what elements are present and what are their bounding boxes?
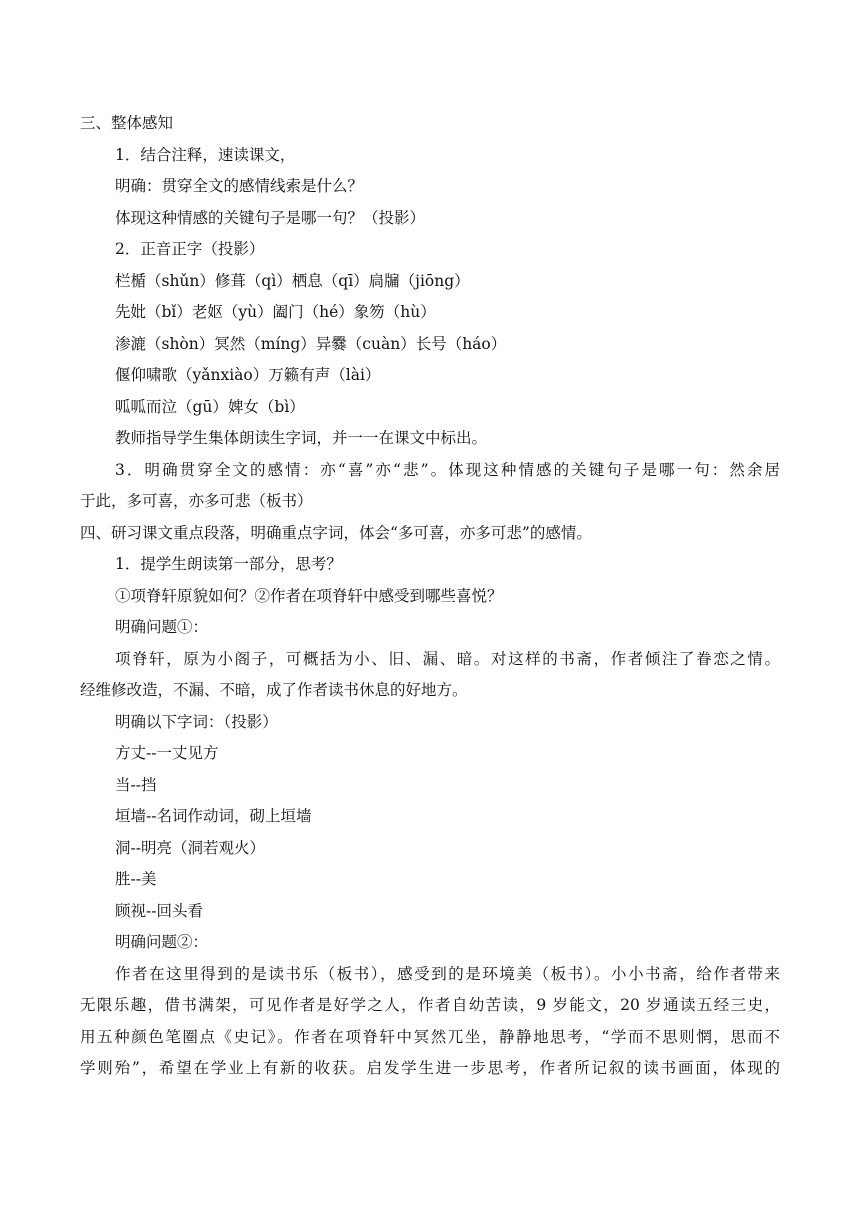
pinyin-line: 偃仰啸歌（yǎnxiào）万籁有声（lài）	[115, 366, 381, 384]
paragraph-line: 用五种颜色笔圈点《史记》。作者在项脊轩中冥然兀坐，静静地思考，“学而不思则惘，思而不	[80, 1027, 780, 1046]
paragraph-line: 经维修改造，不漏、不暗，成了作者读书休息的好地方。	[80, 681, 468, 699]
paragraph-line: 无限乐趣，借书满架，可见作者是好学之人，作者自幼苦读，9 岁能文，20 岁通读五经三史，	[80, 996, 780, 1014]
pinyin-line: 渗漉（shòn）冥然（míng）异爨（cuàn）长号（háo）	[115, 334, 507, 353]
section-heading-4: 四、研习课文重点段落，明确重点字词，体会“多可喜，亦多可悲”的感情。	[80, 523, 592, 542]
pinyin-line: 先妣（bǐ）老妪（yù）阖门（hé）象笏（hù）	[115, 303, 436, 321]
paragraph-line: 教师指导学生集体朗读生字词，并一一在课文中标出。	[115, 429, 488, 447]
paragraph-line: 1．提学生朗读第一部分，思考？	[115, 555, 342, 573]
paragraph-line: 明确问题②：	[115, 933, 209, 951]
glossary-line: 当--挡	[115, 775, 157, 794]
paragraph-line: 项脊轩，原为小阁子，可概括为小、旧、漏、暗。对这样的书斋，作者倾注了眷恋之情。	[115, 649, 780, 668]
section-heading-3: 三、整体感知	[80, 114, 174, 132]
glossary-line: 方丈--一丈见方	[115, 744, 219, 762]
pinyin-line: 栏楯（shǔn）修葺（qì）栖息（qī）扃牖（jiōng）	[115, 271, 470, 290]
glossary-line: 洞--明亮（洞若观火）	[115, 838, 265, 857]
glossary-line: 顾视--回头看	[115, 901, 203, 920]
paragraph-line: 作者在这里得到的是读书乐（板书），感受到的是环境美（板书）。小小书斋，给作者带来	[115, 964, 780, 983]
paragraph-line: 学则殆”，希望在学业上有新的收获。启发学生进一步思考，作者所记叙的读书画面，体现的	[80, 1059, 780, 1077]
paragraph-line: 于此，多可喜，亦多可悲（板书）	[80, 492, 313, 510]
document-page	[80, 108, 780, 1085]
paragraph-line: 3．明确贯穿全文的感情：亦“喜”亦“悲”。体现这种情感的关键句子是哪一句：然余居	[115, 460, 780, 479]
paragraph-line: 1．结合注释，速读课文，	[115, 145, 296, 164]
paragraph-line: 2．正音正字（投影）	[115, 240, 265, 258]
glossary-line: 胜--美	[115, 870, 157, 888]
paragraph-line: 明确问题①：	[115, 618, 209, 636]
glossary-line: 垣墙--名词作动词，砌上垣墙	[115, 807, 312, 825]
paragraph-line: 体现这种情感的关键句子是哪一句？（投影）	[115, 208, 426, 227]
pinyin-line: 呱呱而泣（gū）婢女（bì）	[115, 397, 305, 416]
paragraph-line: 明确以下字词：（投影）	[115, 712, 278, 731]
paragraph-line: ①项脊轩原貌如何？②作者在项脊轩中感受到哪些喜悦？	[115, 586, 503, 605]
paragraph-line: 明确：贯穿全文的感情线索是什么？	[115, 177, 364, 195]
